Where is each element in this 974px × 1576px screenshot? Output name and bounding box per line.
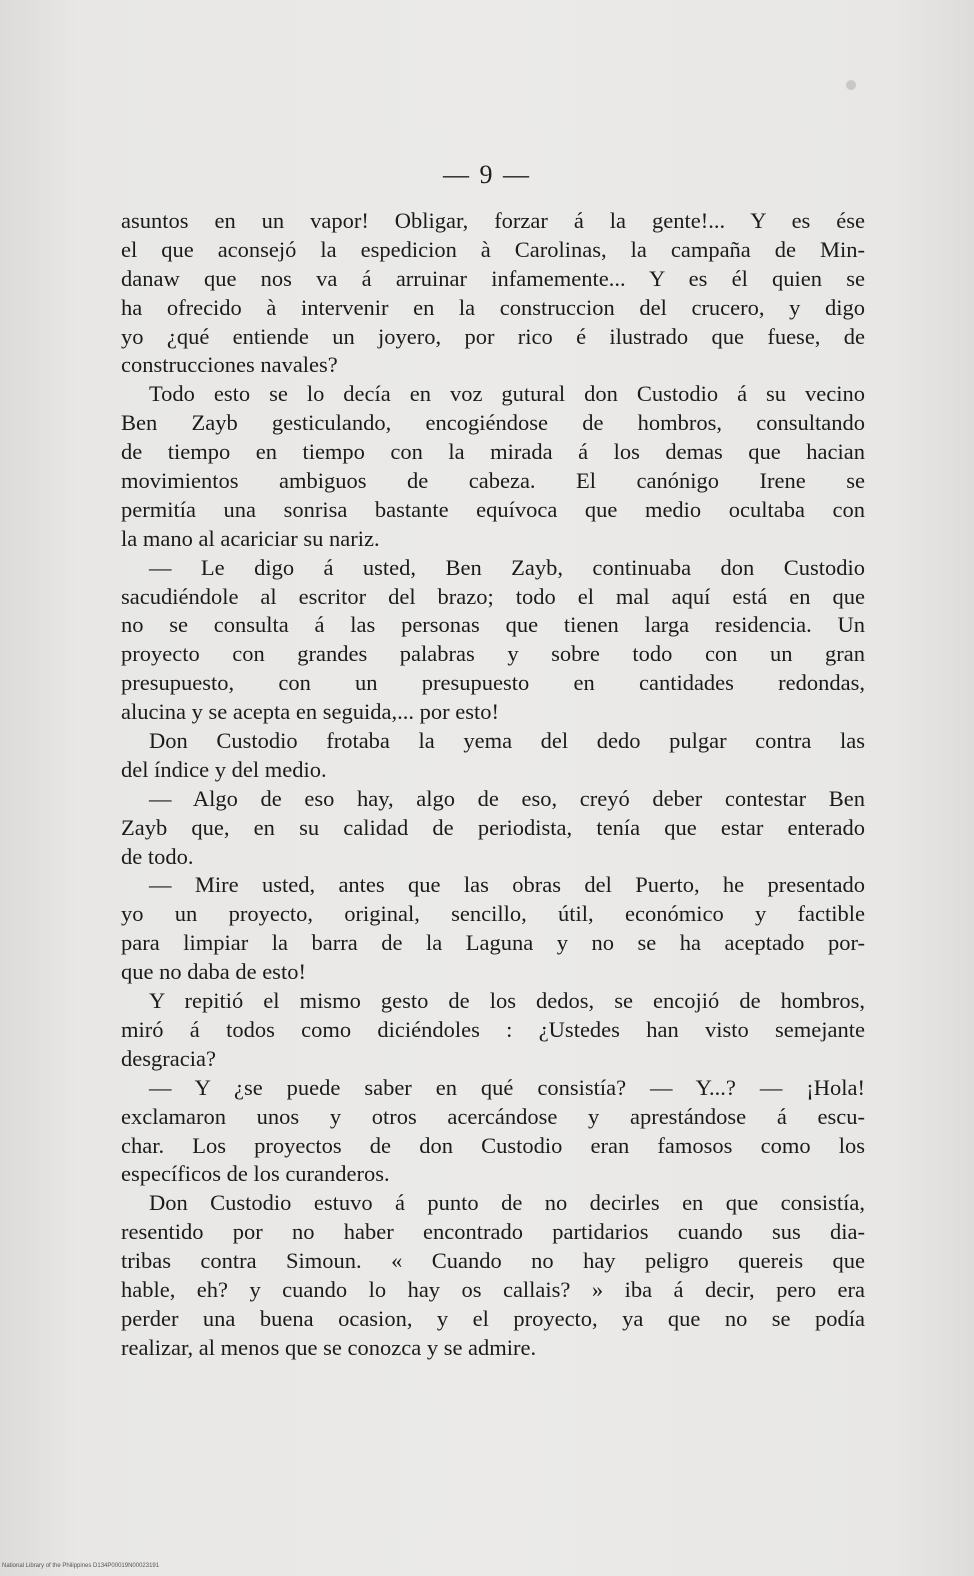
text-line: char. Los proyectos de don Custodio eran famosos como los (121, 1132, 865, 1158)
text-line: yo ¿qué entiende un joyero, por rico é ilustrado que fuese, de (121, 323, 865, 349)
text-line: danaw que nos va á arruinar infamemente... Y es él quien se (121, 265, 865, 291)
text-line: exclamaron unos y otros acercándose y aprestándose á escu- (121, 1103, 865, 1129)
text-line: — Y ¿se puede saber en qué consistía? — Y...? — ¡Hola! (149, 1074, 865, 1100)
paragraph (121, 727, 865, 785)
text-line: — Algo de eso hay, algo de eso, creyó deber contestar Ben (149, 785, 865, 811)
text-line: Todo esto se lo decía en voz gutural don Custodio á su vecino (149, 381, 865, 407)
text-line: alucina y se acepta en seguida,... por esto! (121, 699, 499, 725)
text-line: ha ofrecido à intervenir en la construccion del crucero, y digo (121, 294, 865, 320)
text-line: proyecto con grandes palabras y sobre todo con un gran (121, 641, 865, 667)
text-line: Zayb que, en su calidad de periodista, tenía que estar enterado (121, 814, 865, 840)
text-line: sacudiéndole al escritor del brazo; todo el mal aquí está en que (121, 583, 865, 609)
text-line: el que aconsejó la espedicion à Carolinas, la campaña de Min- (121, 236, 865, 262)
text-line: asuntos en un vapor! Obligar, forzar á la gente!... Y es ése (121, 208, 865, 233)
paragraph (121, 1189, 865, 1362)
text-line: Y repitió el mismo gesto de los dedos, se encojió de hombros, (149, 988, 865, 1014)
text-line: específicos de los curanderos. (121, 1161, 390, 1187)
text-line: — Le digo á usted, Ben Zayb, continuaba don Custodio (149, 554, 865, 580)
text-line: miró á todos como diciéndoles : ¿Ustedes han visto semejante (121, 1016, 865, 1042)
paragraph (121, 987, 865, 1074)
paragraph (121, 871, 865, 987)
text-line: para limpiar la barra de la Laguna y no se ha aceptado por- (121, 930, 865, 956)
text-line: de tiempo en tiempo con la mirada á los demas que hacian (121, 439, 865, 465)
paragraph (121, 207, 865, 380)
text-line: de todo. (121, 843, 194, 869)
text-line: realizar, al menos que se conozca y se admire. (121, 1334, 537, 1360)
text-line: la mano al acariciar su nariz. (121, 525, 380, 551)
text-line: Ben Zayb gesticulando, encogiéndose de hombros, consultando (121, 410, 865, 436)
paragraph (121, 1074, 865, 1190)
text-line: resentido por no haber encontrado partidarios cuando sus dia- (121, 1219, 865, 1245)
text-line: permitía una sonrisa bastante equívoca que medio ocultaba con (121, 496, 865, 522)
text-line: — Mire usted, antes que las obras del Puerto, he presentado (149, 872, 865, 898)
body-text (121, 207, 865, 1363)
paragraph (121, 554, 865, 727)
text-line: presupuesto, con un presupuesto en cantidades redondas, (121, 670, 865, 696)
text-line: perder una buena ocasion, y el proyecto, ya que no se podía (121, 1305, 865, 1331)
text-line: del índice y del medio. (121, 756, 327, 782)
text-line: yo un proyecto, original, sencillo, útil, económico y factible (121, 901, 865, 927)
paragraph (121, 380, 865, 553)
text-line: desgracia? (121, 1045, 216, 1071)
text-line: construcciones navales? (121, 352, 338, 378)
text-line: que no daba de esto! (121, 959, 306, 985)
page-number: — 9 — (443, 160, 531, 189)
library-footer: National Library of the Philippines D134P00019N00023191 (2, 1563, 160, 1569)
text-line: no se consulta á las personas que tienen larga residencia. Un (121, 612, 865, 638)
text-line: Don Custodio estuvo á punto de no decirles en que consistía, (149, 1190, 865, 1216)
text-line: hable, eh? y cuando lo hay os callais? » iba á decir, pero era (121, 1276, 865, 1302)
ink-smudge (846, 80, 856, 90)
text-line: movimientos ambiguos de cabeza. El canónigo Irene se (121, 468, 865, 494)
paragraph (121, 785, 865, 872)
text-line: Don Custodio frotaba la yema del dedo pulgar contra las (149, 728, 865, 754)
text-line: tribas contra Simoun. « Cuando no hay peligro quereis que (121, 1248, 865, 1274)
